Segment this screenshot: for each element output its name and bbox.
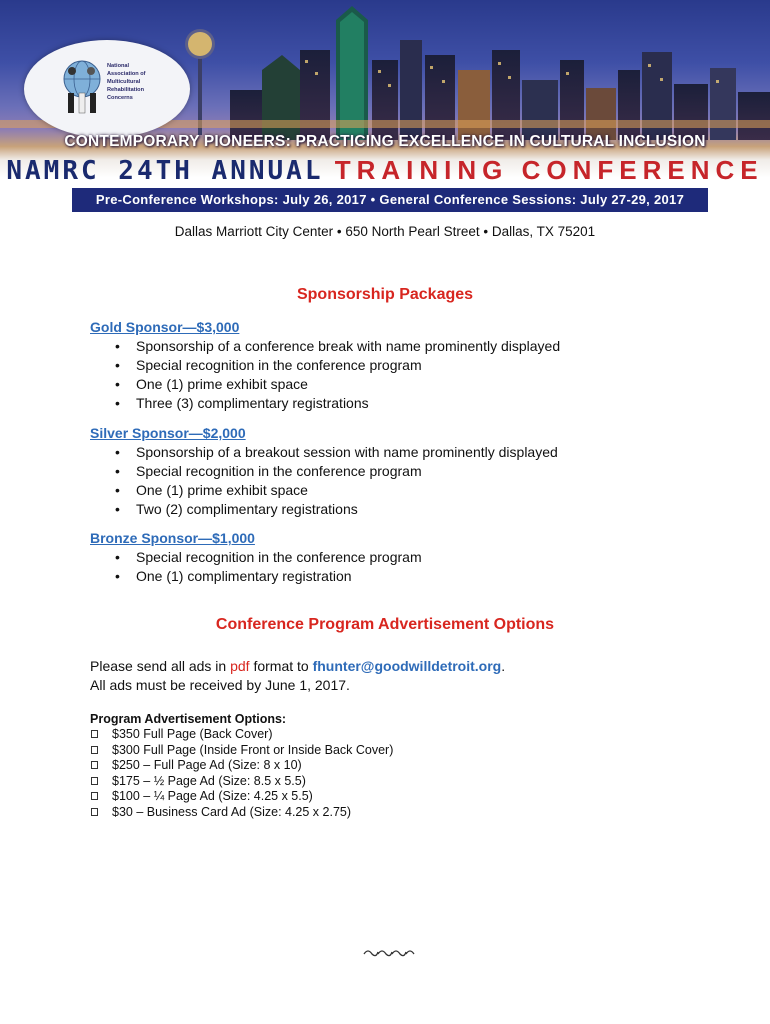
silver-benefits-list xyxy=(90,443,710,519)
logo-line: Concerns xyxy=(107,95,133,101)
list-item: • Three (3) complimentary registrations xyxy=(136,394,710,413)
gold-sponsor-section xyxy=(90,318,710,413)
ad-option-label: $100 – ¼ Page Ad (Size: 4.25 x 5.5) xyxy=(112,789,313,803)
venue-address: Dallas Marriott City Center • 650 North Pearl Street • Dallas, TX 75201 xyxy=(174,224,596,239)
checkbox-icon[interactable] xyxy=(91,730,98,738)
conference-dates: Pre-Conference Workshops: July 26, 2017 • General Conference Sessions: July 27-29, 2017 xyxy=(72,188,708,212)
ad-option-item xyxy=(90,805,590,821)
ornament-icon xyxy=(362,946,418,960)
ad-options-title: Program Advertisement Options: xyxy=(90,712,287,726)
ad-options-list xyxy=(90,727,590,820)
ad-option-label: $175 – ½ Page Ad (Size: 8.5 x 5.5) xyxy=(112,773,306,788)
checkbox-icon[interactable] xyxy=(91,746,98,754)
ad-option-label: $300 Full Page (Inside Front or Inside Back Cover) xyxy=(112,742,394,757)
bronze-benefits-list xyxy=(90,548,710,586)
ad-deadline: All ads must be received by June 1, 2017. xyxy=(90,677,350,693)
checkbox-icon[interactable] xyxy=(91,792,98,800)
checkbox-icon[interactable] xyxy=(91,761,98,769)
conference-tagline: CONTEMPORARY PIONEERS: PRACTICING EXCELLENCE IN CULTURAL INCLUSION xyxy=(64,133,706,150)
ad-option-item xyxy=(90,727,590,743)
sponsorship-heading: Sponsorship Packages xyxy=(296,286,474,303)
namrc-logo xyxy=(24,40,190,138)
conference-title xyxy=(0,154,770,187)
conference-title-main: TRAINING CONFERENCE xyxy=(334,155,764,185)
conference-title-prefix: NAMRC 24TH ANNUAL xyxy=(6,156,324,186)
globe-logo-icon xyxy=(58,57,106,117)
ad-options-section xyxy=(90,711,590,820)
ad-option-label: $30 – Business Card Ad (Size: 4.25 x 2.75) xyxy=(112,804,352,819)
ad-option-label: $250 – Full Page Ad (Size: 8 x 10) xyxy=(112,758,302,772)
ad-instruction-line xyxy=(90,657,710,676)
silver-sponsor-section xyxy=(90,424,710,519)
list-item: • Sponsorship of a breakout session with name prominently displayed xyxy=(136,443,710,462)
ad-option-label: $350 Full Page (Back Cover) xyxy=(112,727,273,741)
logo-line: Rehabilitation xyxy=(107,87,144,93)
logo-line: National xyxy=(107,63,130,69)
checkbox-icon[interactable] xyxy=(91,777,98,785)
list-item: • Special recognition in the conference program xyxy=(136,462,710,481)
logo-text xyxy=(107,62,183,102)
bronze-sponsor-title: Bronze Sponsor—$1,000 xyxy=(90,530,255,546)
logo-line: Association of xyxy=(107,71,146,77)
list-item: • One (1) prime exhibit space xyxy=(136,481,710,500)
silver-sponsor-title: Silver Sponsor—$2,000 xyxy=(90,425,246,441)
pdf-format-text: pdf xyxy=(230,658,250,674)
ad-option-item xyxy=(90,774,590,790)
instruction-text: . xyxy=(501,658,506,674)
list-item: • Two (2) complimentary registrations xyxy=(136,500,710,519)
header-banner xyxy=(0,0,770,222)
gold-benefits-list xyxy=(90,337,710,413)
instruction-text: format to xyxy=(249,658,313,674)
instruction-text: Please send all ads in xyxy=(90,658,231,674)
logo-line: Multicultural xyxy=(107,79,141,85)
list-item: • Special recognition in the conference program xyxy=(136,548,710,567)
ad-option-item xyxy=(90,758,590,774)
ad-instructions xyxy=(90,657,710,695)
ad-option-item xyxy=(90,789,590,805)
list-item: • Special recognition in the conference program xyxy=(136,356,710,375)
ad-option-item xyxy=(90,743,590,759)
list-item: • One (1) complimentary registration xyxy=(136,567,710,586)
email-link[interactable]: fhunter@goodwilldetroit.org xyxy=(312,658,502,674)
gold-sponsor-title: Gold Sponsor—$3,000 xyxy=(90,319,240,335)
list-item: • Sponsorship of a conference break with name prominently displayed xyxy=(136,337,710,356)
advertisement-heading: Conference Program Advertisement Options xyxy=(215,616,555,633)
checkbox-icon[interactable] xyxy=(91,808,98,816)
list-item: • One (1) prime exhibit space xyxy=(136,375,710,394)
bronze-sponsor-section xyxy=(90,529,710,586)
